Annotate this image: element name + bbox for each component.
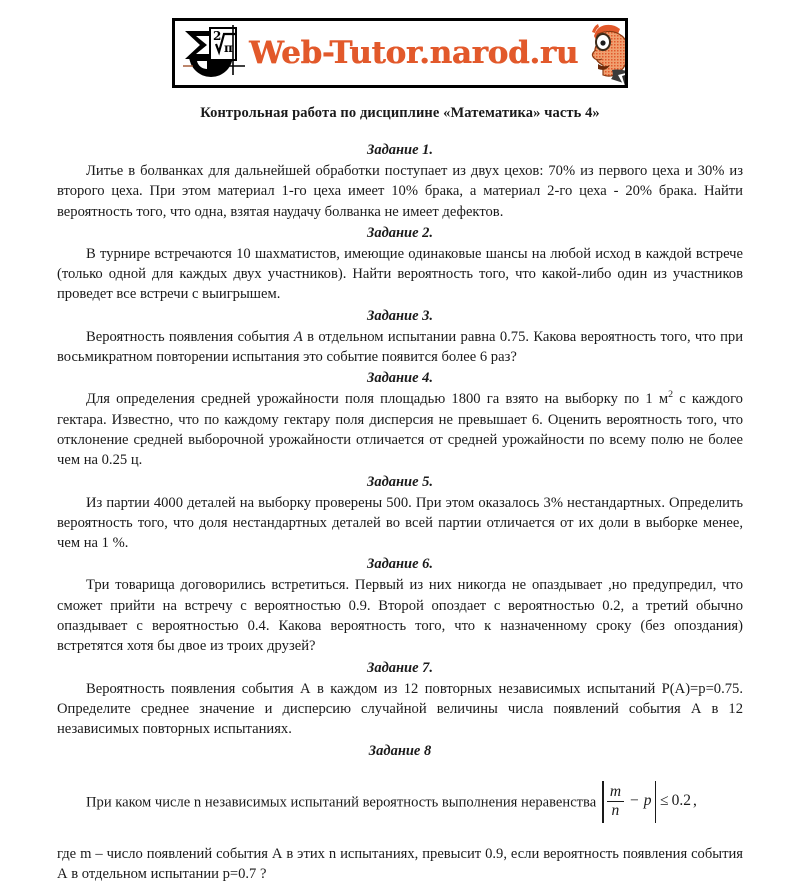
sigma-sqrt-pi-logo-icon — [183, 25, 245, 81]
page-title: Контрольная работа по дисциплине «Математика» часть 4» — [200, 105, 600, 121]
task-heading-6: Задание 6. — [366, 556, 434, 573]
task-heading-7: Задание 7. — [366, 659, 434, 676]
formula-value: 0.2 — [671, 792, 692, 810]
minus-operator: − — [630, 792, 639, 810]
task-3-event-variable: A — [293, 328, 303, 345]
task-heading-8: Задание 8 — [368, 742, 432, 759]
svg-text:π: π — [224, 41, 233, 55]
fraction-m-over-n — [607, 784, 624, 818]
fraction-denominator: n — [611, 802, 620, 820]
task-body-5: Из партии 4000 деталей на выборку проверены 500. При этом оказалось 3% нестандартных. Определить вероятность того, что доля нестандартных деталей во всей партии отличается от их доли в выборке менее, чем на 1 %. — [57, 494, 743, 552]
site-title: Web-Tutor.narod.ru — [249, 35, 579, 71]
formula-trailing-comma: , — [693, 792, 697, 810]
task-body-4-part1: Для определения средней урожайности поля площадью 1800 га взято на выборку по 1 м — [86, 391, 669, 408]
site-banner — [172, 18, 628, 88]
task-4-superscript: 2 — [668, 389, 674, 401]
task-heading-5: Задание 5. — [366, 473, 434, 490]
task-heading-1: Задание 1. — [366, 142, 434, 158]
cartoon-man-with-monocle-icon — [578, 20, 628, 86]
task-body-7: Вероятность появления события А в каждом из 12 повторных независимых испытаний Р(А)=р=0.75. Определите среднее значение и дисперсию случайной величины числа появлений события А в 12 независимых повторных испытаниях. — [57, 680, 743, 738]
inequality-formula — [600, 781, 697, 823]
task-body-8-part2: где m – число появлений события А в этих n испытаниях, превысит 0.9, если вероятность появления события А в отдельном испытании р=0.7 ? — [57, 845, 743, 882]
variable-p: p — [643, 792, 652, 810]
abs-bar-right — [655, 781, 657, 823]
task-body-1: Литье в болванках для дальнейшей обработки поступает из двух цехов: 70% из первого цеха и 30% из второго цеха. При этом материал 1-го цеха имеет 10% брака, а материал 2-го цеха - 20% брака. Найти вероятность того, что одна, взятая наудачу болванка не имеет дефектов. — [57, 163, 743, 220]
task-heading-3: Задание 3. — [366, 307, 434, 324]
abs-bar-left — [602, 781, 604, 823]
less-or-equal-operator: ≤ — [660, 792, 669, 810]
task-body-6: Три товарища договорились встретиться. Первый из них никогда не опаздывает ,но предупредил, что сможет прийти на встречу с вероятностью 0.9. Второй опоздает с вероятностью 0.2, а третий обычно опаздывает с вероятностью 0.4. Какова вероятность того, что к назначенному сроку (без опоздания) встретятся хотя бы двое из троих друзей? — [57, 577, 743, 655]
task-heading-4: Задание 4. — [366, 370, 434, 387]
fraction-numerator: m — [609, 783, 622, 801]
task-heading-2: Задание 2. — [366, 224, 434, 241]
task-body-3-part2: в отдельном испытании равна 0.75. Какова вероятность того, что при восьмикратном повторении испытания это событие появится более 6 раз? — [57, 328, 744, 366]
task-body-2: В турнире встречаются 10 шахматистов, имеющие одинаковые шансы на любой исход в каждой встрече (только одной для каждых двух участников). Найти вероятность того, что какой-либо один из участников проведет все встречи с выигрышем. — [57, 245, 743, 303]
task-body-4 — [57, 389, 743, 470]
task-body-8-part1: При каком числе n независимых испытаний вероятность выполнения неравенства — [86, 793, 597, 810]
document-body — [57, 104, 743, 884]
task-body-4-part2: с каждого гектара. Известно, что по каждому гектару поля дисперсия не превышает 6. Оценить вероятность того, что отклонение средней выборочной урожайности отличается от средней урожайности по всему полю не более чем на 0.25 ц. — [57, 391, 743, 469]
banner-frame — [172, 18, 628, 88]
svg-text:2: 2 — [213, 29, 222, 43]
task-body-3 — [57, 327, 743, 368]
task-body-3-part1: Вероятность появления события — [86, 328, 294, 345]
task-body-8-with-formula — [57, 782, 743, 828]
